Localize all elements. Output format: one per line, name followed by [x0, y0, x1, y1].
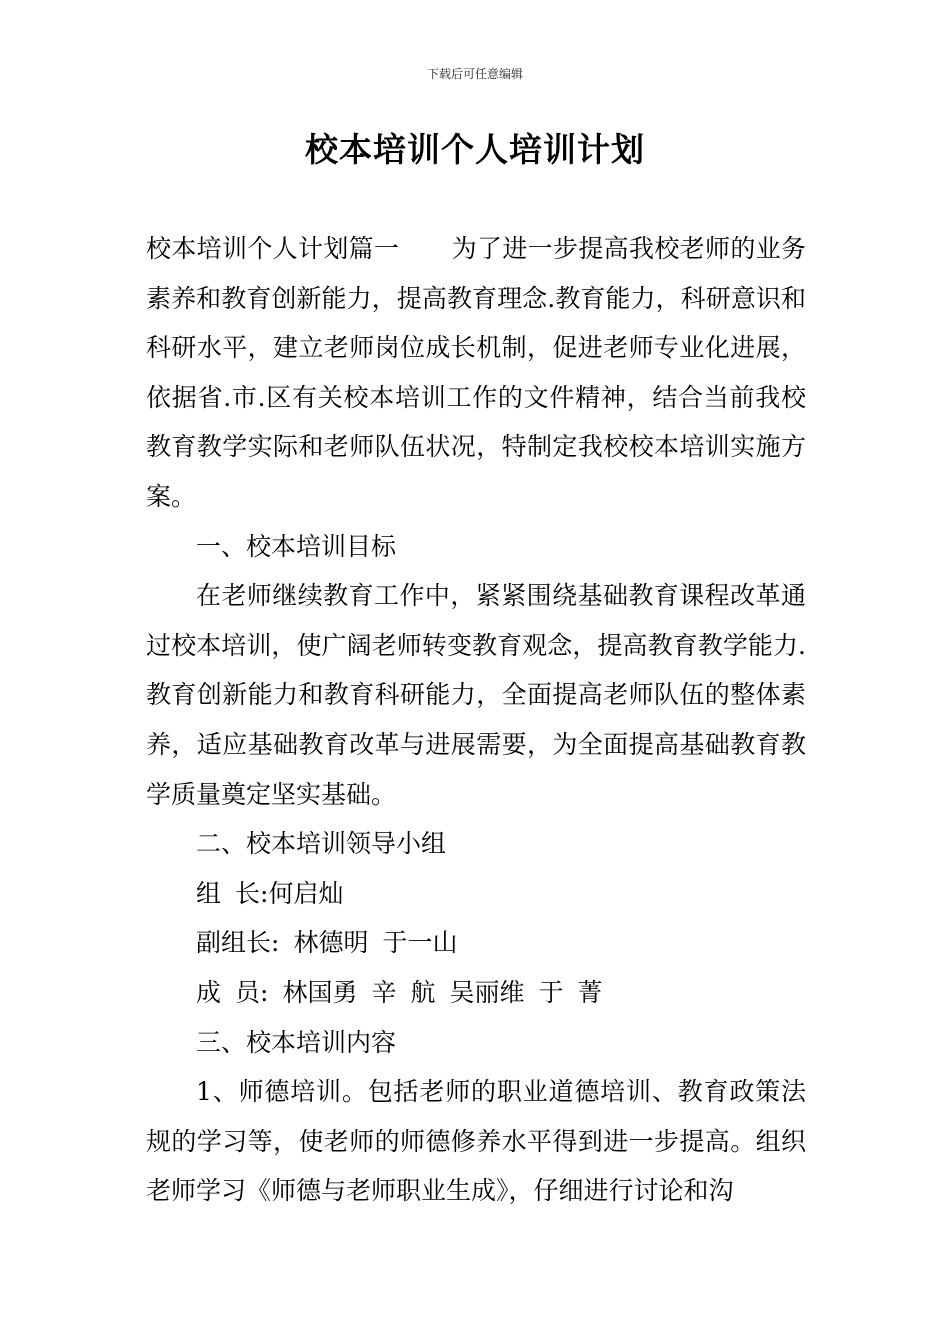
intro-text: 为了进一步提高我校老师的业务素养和教育创新能力，提高教育理念.教育能力，科研意识和科研水平，建立老师岗位成长机制，促进老师专业化进展，依据省.市.区有关校本培训工作的文件精神，结合当前我校教育教学实际和老师队伍状况，特制定我校校本培训实施方案。 [146, 234, 806, 511]
section-2-heading: 二、校本培训领导小组 [196, 829, 447, 859]
intro-paragraph [146, 224, 806, 522]
section-1-paragraph: 在老师继续教育工作中，紧紧围绕基础教育课程改革通过校本培训，使广阔老师转变教育观念，提高教育教学能力.教育创新能力和教育科研能力，全面提高老师队伍的整体素养，适应基础教育改革与进展需要，为全面提高基础教育教学质量奠定坚实基础。 [146, 581, 806, 809]
member-name-4a: 于 [538, 977, 564, 1007]
member-name-2a: 辛 [371, 977, 397, 1007]
deputy-line [146, 918, 806, 968]
members-label-2: 员: [235, 977, 269, 1007]
leader-label: 组 [196, 878, 222, 908]
leader-name: 长:何启灿 [235, 878, 344, 908]
deputy-name-2: 于一山 [382, 928, 458, 958]
member-name-3: 吴丽维 [449, 977, 525, 1007]
members-label: 成 [196, 977, 222, 1007]
deputy-label: 副组长: [196, 928, 280, 958]
document-title: 校本培训个人培训计划 [305, 130, 645, 169]
member-name-4b: 菁 [577, 977, 603, 1007]
member-name-2b: 航 [410, 977, 436, 1007]
member-name-1: 林国勇 [282, 977, 358, 1007]
header-note: 下载后可任意编辑 [426, 67, 523, 81]
leader-line [146, 869, 806, 919]
section-1-heading: 一、校本培训目标 [196, 531, 397, 561]
intro-lead: 校本培训个人计划篇一 [146, 234, 400, 263]
section-3-item-1: 1、师德培训。包括老师的职业道德培训、教育政策法规的学习等，使老师的师德修养水平得到进一步提高。组织老师学习《师德与老师职业生成》，仔细进行讨论和沟 [146, 1077, 806, 1206]
document-body [146, 224, 806, 1216]
deputy-name-1: 林德明 [293, 928, 369, 958]
section-3-heading: 三、校本培训内容 [196, 1027, 397, 1057]
members-line [146, 968, 806, 1018]
